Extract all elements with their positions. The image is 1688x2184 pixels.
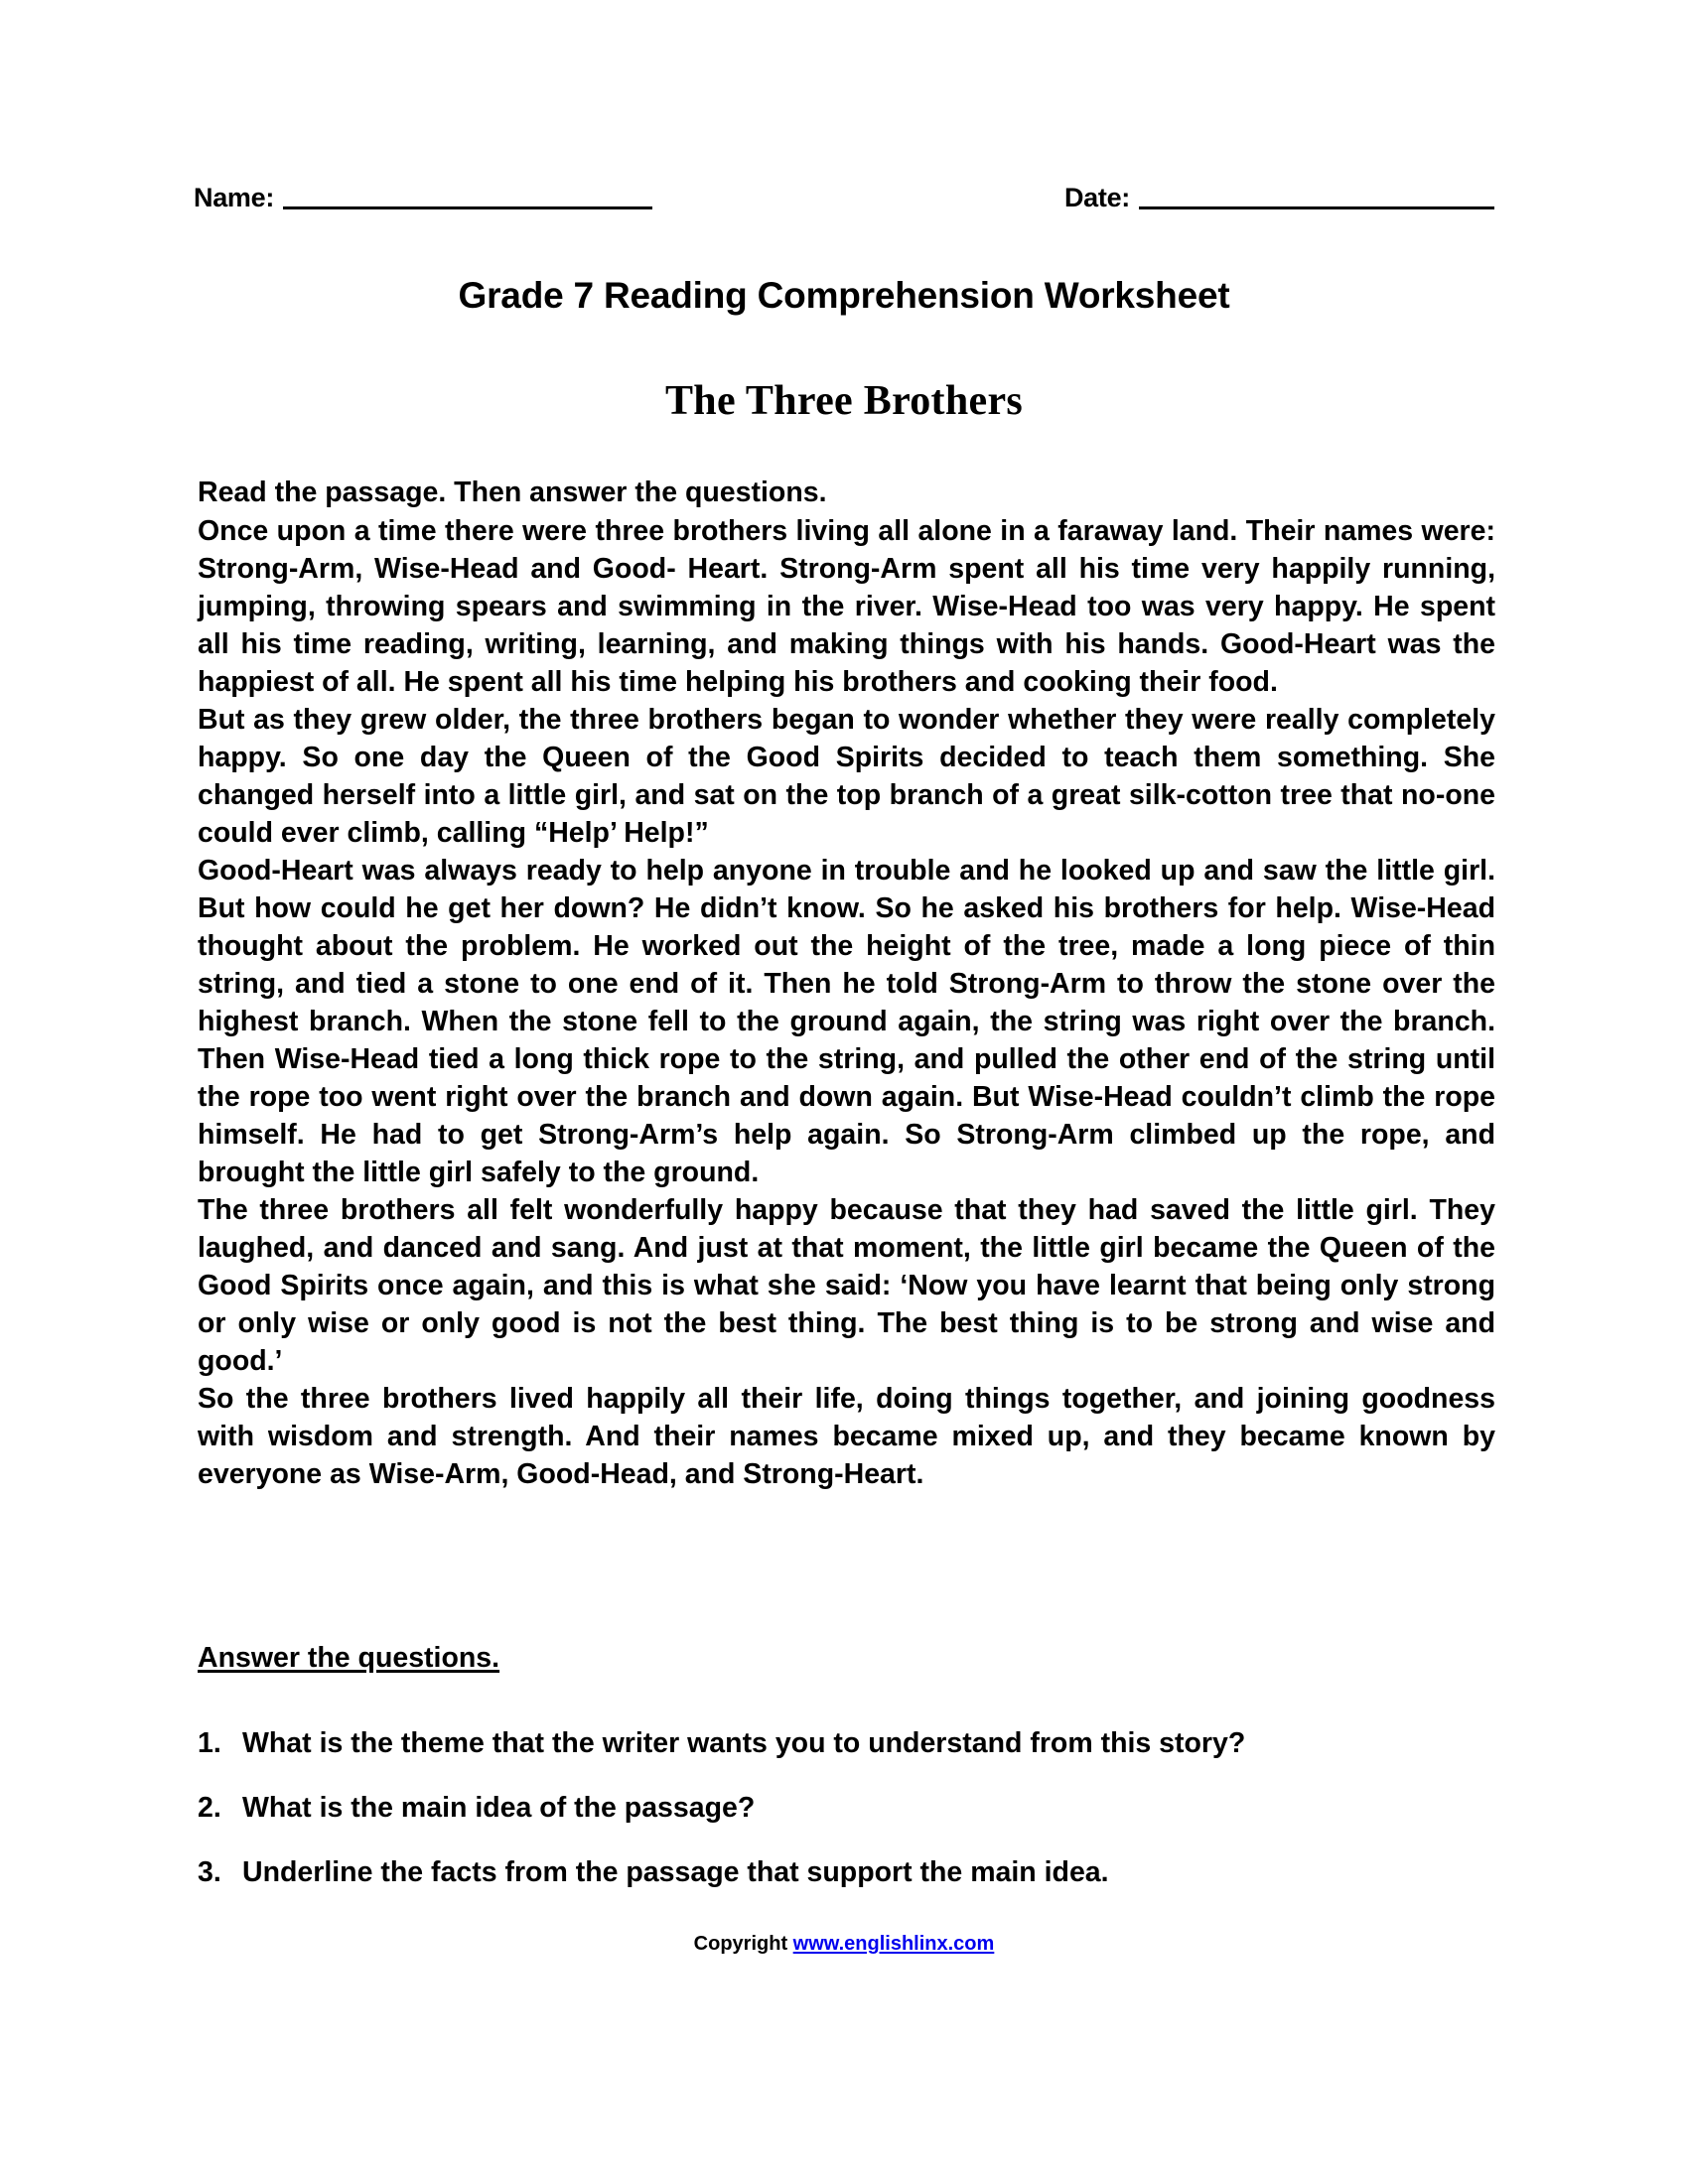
question-number: 2.: [198, 1792, 221, 1824]
footer-copyright: [0, 1933, 1688, 1956]
worksheet-title: Grade 7 Reading Comprehension Worksheet: [458, 275, 1230, 316]
student-info-row: [194, 185, 1494, 211]
copyright-label: Copyright: [693, 1933, 788, 1955]
list-item[interactable]: [198, 1853, 1498, 1891]
question-text: Underline the facts from the passage that support the main idea.: [242, 1856, 1109, 1888]
passage-paragraph-4: The three brothers all felt wonderfully happy because that they had saved the little girl. They laughed, and danced and sang. And just at that moment, the little girl became the Queen of the Good Spirits once again, and this is what she said: ‘Now you have learnt that being only strong or only wise or only good is not the best thing. The best thing is to be strong and wise and good.’: [198, 1194, 1495, 1377]
question-list: [198, 1724, 1498, 1918]
name-write-line[interactable]: [283, 206, 652, 209]
list-item[interactable]: [198, 1724, 1498, 1762]
question-number: 3.: [198, 1856, 221, 1888]
question-text: What is the theme that the writer wants you to understand from this story?: [242, 1727, 1246, 1759]
passage-paragraph-3: Good-Heart was always ready to help anyone in trouble and he looked up and saw the little girl. But how could he get her down? He didn’t know. So he asked his brothers for help. Wise-Head thought about the problem. He worked out the height of the tree, made a long piece of thin string, and tied a stone to one end of it. Then he told Strong-Arm to throw the stone over the highest branch. When the stone fell to the ground again, the string was right over the branch. Then Wise-Head tied a long thick rope to the string, and pulled the other end of the string until the rope too went right over the branch and down again. But Wise-Head couldn’t climb the rope himself. He had to get Strong-Arm’s help again. So Strong-Arm climbed up the rope, and brought the little girl safely to the ground.: [198, 855, 1495, 1188]
englishlinx-link[interactable]: www.englishlinx.com: [792, 1933, 995, 1955]
question-text: What is the main idea of the passage?: [242, 1792, 756, 1824]
date-label: Date:: [1063, 183, 1130, 212]
passage-paragraph-5: So the three brothers lived happily all their life, doing things together, and joining goodness with wisdom and strength. And their names became mixed up, and they became known by everyone as Wise-Arm, Good-Head, and Strong-Heart.: [198, 1383, 1495, 1490]
passage-block: [198, 474, 1495, 1493]
story-title: The Three Brothers: [664, 378, 1024, 424]
question-number: 1.: [198, 1727, 221, 1759]
date-write-line[interactable]: [1139, 206, 1494, 209]
answer-section-heading: Answer the questions.: [198, 1642, 500, 1674]
instruction-line: Read the passage. Then answer the questions.: [198, 477, 827, 508]
passage-paragraph-1: Once upon a time there were three brothers living all alone in a faraway land. Their names were: Strong-Arm, Wise-Head and Good- Heart. Strong-Arm spent all his time very happily running, jumping, throwing spears and swimming in the river. Wise-Head too was very happy. He spent all his time reading, writing, learning, and making things with his hands. Good-Heart was the happiest of all. He spent all his time helping his brothers and cooking their food.: [198, 515, 1495, 698]
name-label: Name:: [194, 183, 275, 212]
date-field[interactable]: [1064, 185, 1494, 211]
name-field[interactable]: [194, 185, 652, 211]
passage-paragraph-2: But as they grew older, the three brothers began to wonder whether they were really completely happy. So one day the Queen of the Good Spirits decided to teach them something. She changed herself into a little girl, and sat on the top branch of a great silk-cotton tree that no-one could ever climb, calling “Help’ Help!”: [198, 704, 1495, 849]
list-item[interactable]: [198, 1789, 1498, 1827]
